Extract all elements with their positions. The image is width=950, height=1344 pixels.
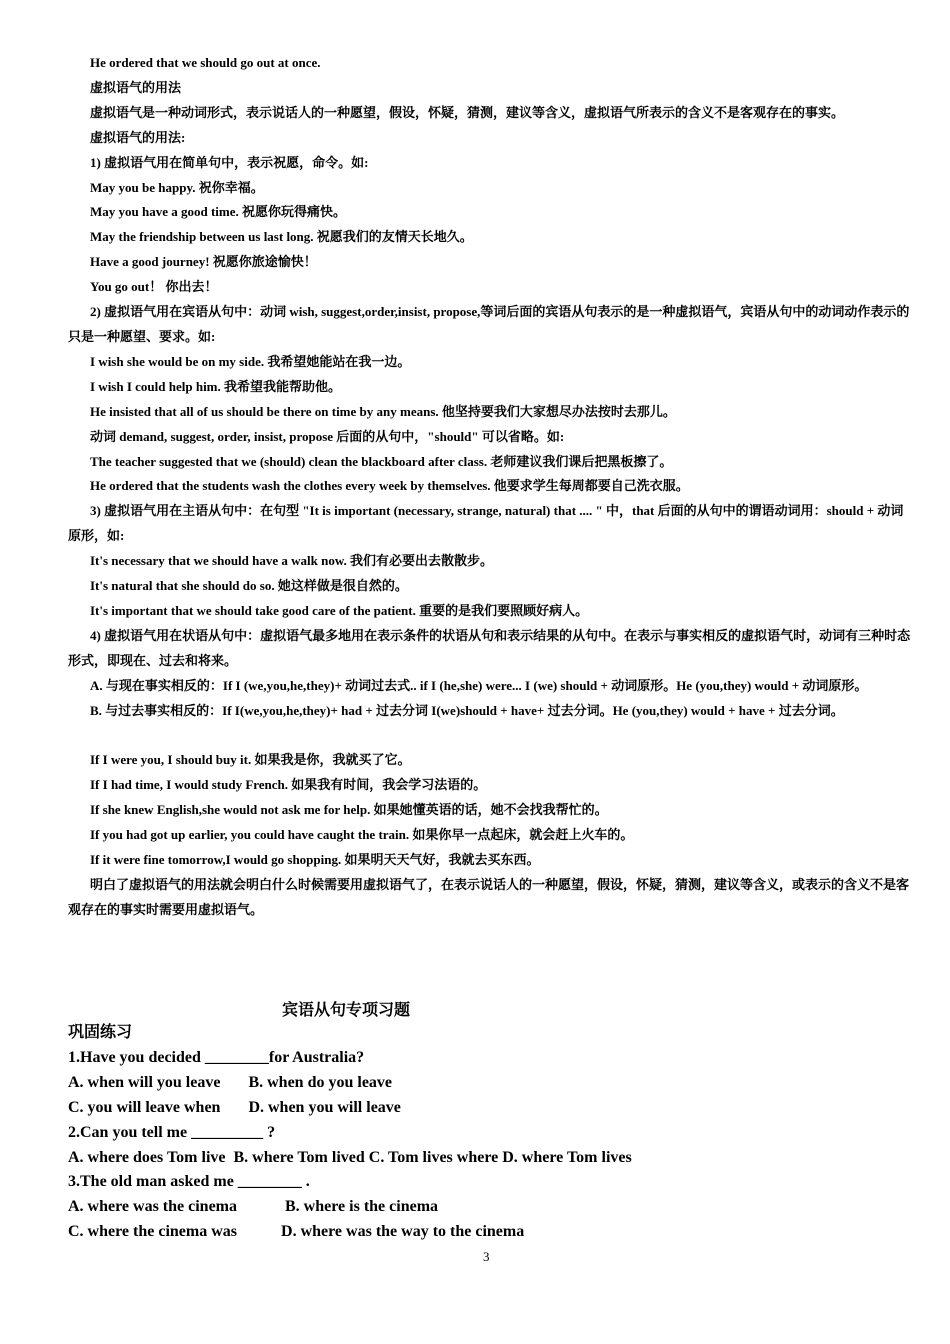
example-sentence: If she knew English,she would not ask me for help. 如果她懂英语的话，她不会找我帮忙的。	[90, 802, 608, 818]
options-line: A. where does Tom live B. where Tom lived C. Tom lives where D. where Tom lives	[68, 1148, 632, 1166]
example-sentence: If it were fine tomorrow,I would go shopping. 如果明天天气好，我就去买东西。	[90, 851, 540, 867]
exercise-subtitle: 巩固练习	[68, 1024, 133, 1041]
question-line: 1.Have you decided ________for Australia?	[68, 1048, 365, 1066]
options-line: C. where the cinema was D. where was the way to the cinema	[68, 1223, 525, 1241]
example-sentence: Have a good journey! 祝愿你旅途愉快！	[90, 254, 317, 270]
exercise-title: 宾语从句专项习题	[282, 1002, 411, 1019]
subjunctive-grammar-section	[68, 51, 913, 923]
options-line: C. you will leave when D. when you will leave	[68, 1098, 401, 1116]
text-line: 动词 demand, suggest, order, insist, propose 后面的从句中，"should" 可以省略。如:	[90, 428, 565, 444]
rule-heading: 3) 虚拟语气用在主语从句中：在句型 "It is important (necessary, strange, natural) that .... " 中，that 后面的从句中的谓语动词用：should + 动词原形，如:	[68, 503, 904, 544]
rule-heading: 4) 虚拟语气用在状语从句中：虚拟语气最多地用在表示条件的状语从句和表示结果的从句中。在表示与事实相反的虚拟语气时，动词有三种时态形式，即现在、过去和将来。	[68, 627, 911, 668]
example-sentence: May the friendship between us last long. 祝愿我们的友情天长地久。	[90, 229, 473, 245]
text-line: He ordered that we should go out at once.	[90, 55, 321, 70]
blank-line	[68, 723, 913, 748]
page-number: 3	[483, 1249, 490, 1264]
example-sentence: He ordered that the students wash the clothes every week by themselves. 他要求学生每周都要自己洗衣服。	[90, 478, 689, 494]
text-line: 虚拟语气是一种动词形式，表示说话人的一种愿望，假设，怀疑，猜测，建议等含义，虚拟语气所表示的含义不是客观存在的事实。	[90, 104, 845, 120]
example-sentence: I wish I could help him. 我希望我能帮助他。	[90, 378, 342, 394]
rule-heading: 2) 虚拟语气用在宾语从句中：动词 wish, suggest,order,insist, propose,等词后面的宾语从句表示的是一种虚拟语气，宾语从句中的动词动作表示的只是一种愿望、要求。如:	[68, 304, 910, 344]
section-heading: 虚拟语气的用法	[90, 79, 182, 95]
text-line: B. 与过去事实相反的：If I(we,you,he,they)+ had + 过去分词 I(we)should + have+ 过去分词。He (you,they) would + have + 过去分词。	[90, 702, 844, 718]
example-sentence: He insisted that all of us should be there on time by any means. 他坚持要我们大家想尽办法按时去那儿。	[90, 403, 676, 419]
example-sentence: May you have a good time. 祝愿你玩得痛快。	[90, 204, 347, 220]
example-sentence: The teacher suggested that we (should) clean the blackboard after class. 老师建议我们课后把黑板擦了。	[90, 453, 673, 469]
exercise-section	[68, 1021, 908, 1245]
example-sentence: May you be happy. 祝你幸福。	[90, 179, 264, 195]
example-sentence: If you had got up earlier, you could have caught the train. 如果你早一点起床，就会赶上火车的。	[90, 827, 634, 843]
rule-heading: 1) 虚拟语气用在简单句中，表示祝愿，命令。如:	[90, 154, 369, 170]
example-sentence: It's natural that she should do so. 她这样做是很自然的。	[90, 578, 408, 594]
text-line: 虚拟语气的用法:	[90, 129, 186, 145]
example-sentence: It's necessary that we should have a walk now. 我们有必要出去散散步。	[90, 553, 494, 569]
example-sentence: It's important that we should take good care of the patient. 重要的是我们要照顾好病人。	[90, 602, 589, 618]
options-line: A. where was the cinema B. where is the cinema	[68, 1198, 439, 1216]
example-sentence: I wish she would be on my side. 我希望她能站在我一边。	[90, 353, 411, 369]
example-sentence: If I had time, I would study French. 如果我有时间，我会学习法语的。	[90, 777, 487, 793]
question-line: 2.Can you tell me _________ ?	[68, 1123, 276, 1141]
text-line: 明白了虚拟语气的用法就会明白什么时候需要用虚拟语气了，在表示说话人的一种愿望，假设，怀疑，猜测，建议等含义，或表示的含义不是客观存在的事实时需要用虚拟语气。	[68, 876, 910, 917]
question-line: 3.The old man asked me ________ .	[68, 1173, 310, 1191]
example-sentence: If I were you, I should buy it. 如果我是你，我就买了它。	[90, 752, 411, 768]
example-sentence: You go out！ 你出去！	[90, 279, 218, 295]
options-line: A. when will you leave B. when do you leave	[68, 1073, 393, 1091]
text-line: A. 与现在事实相反的：If I (we,you,he,they)+ 动词过去式.. if I (he,she) were... I (we) should + 动词原形。He (you,they) would + 动词原形。	[90, 677, 868, 693]
